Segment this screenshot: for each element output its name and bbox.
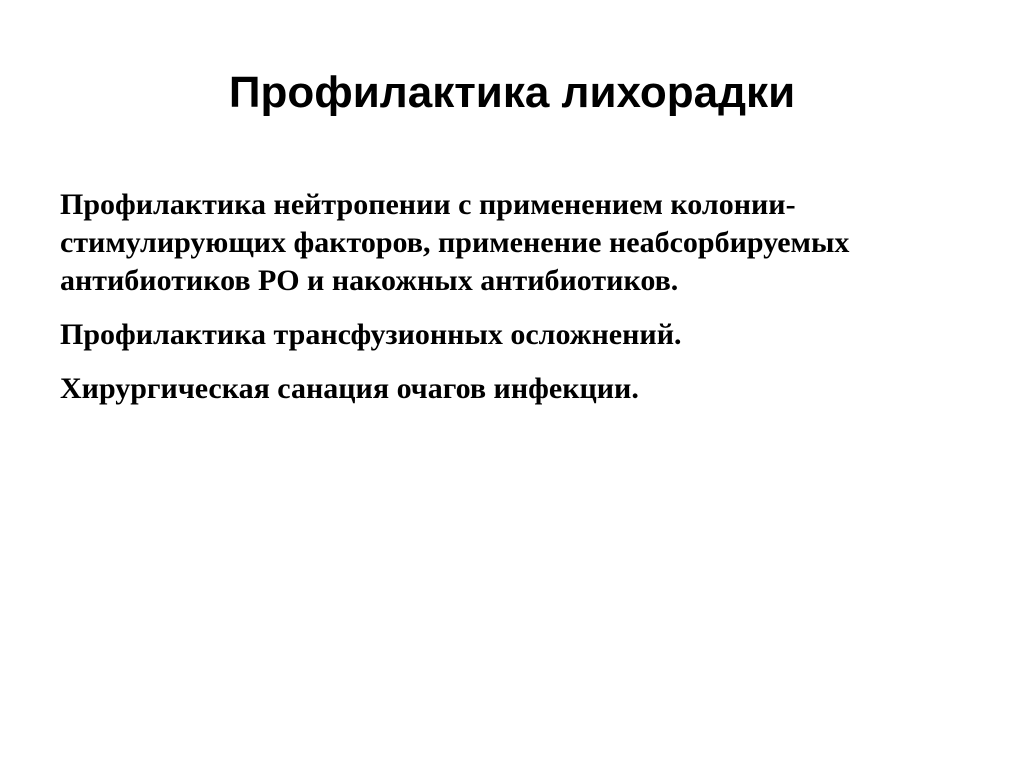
paragraph-surgical-sanitation: Хирургическая санация очагов инфекции.	[60, 372, 639, 405]
paragraph-neutropenia-prophylaxis: Профилактика нейтропении с применением колонии- стимулирующих факторов, применение неабсорбируемых антибиотиков РО и накожных антибиотиков.	[60, 188, 850, 297]
slide-title: Профилактика лихорадки	[228, 68, 796, 117]
paragraph-transfusion-complications: Профилактика трансфузионных осложнений.	[60, 318, 682, 351]
slide-body	[60, 186, 980, 424]
